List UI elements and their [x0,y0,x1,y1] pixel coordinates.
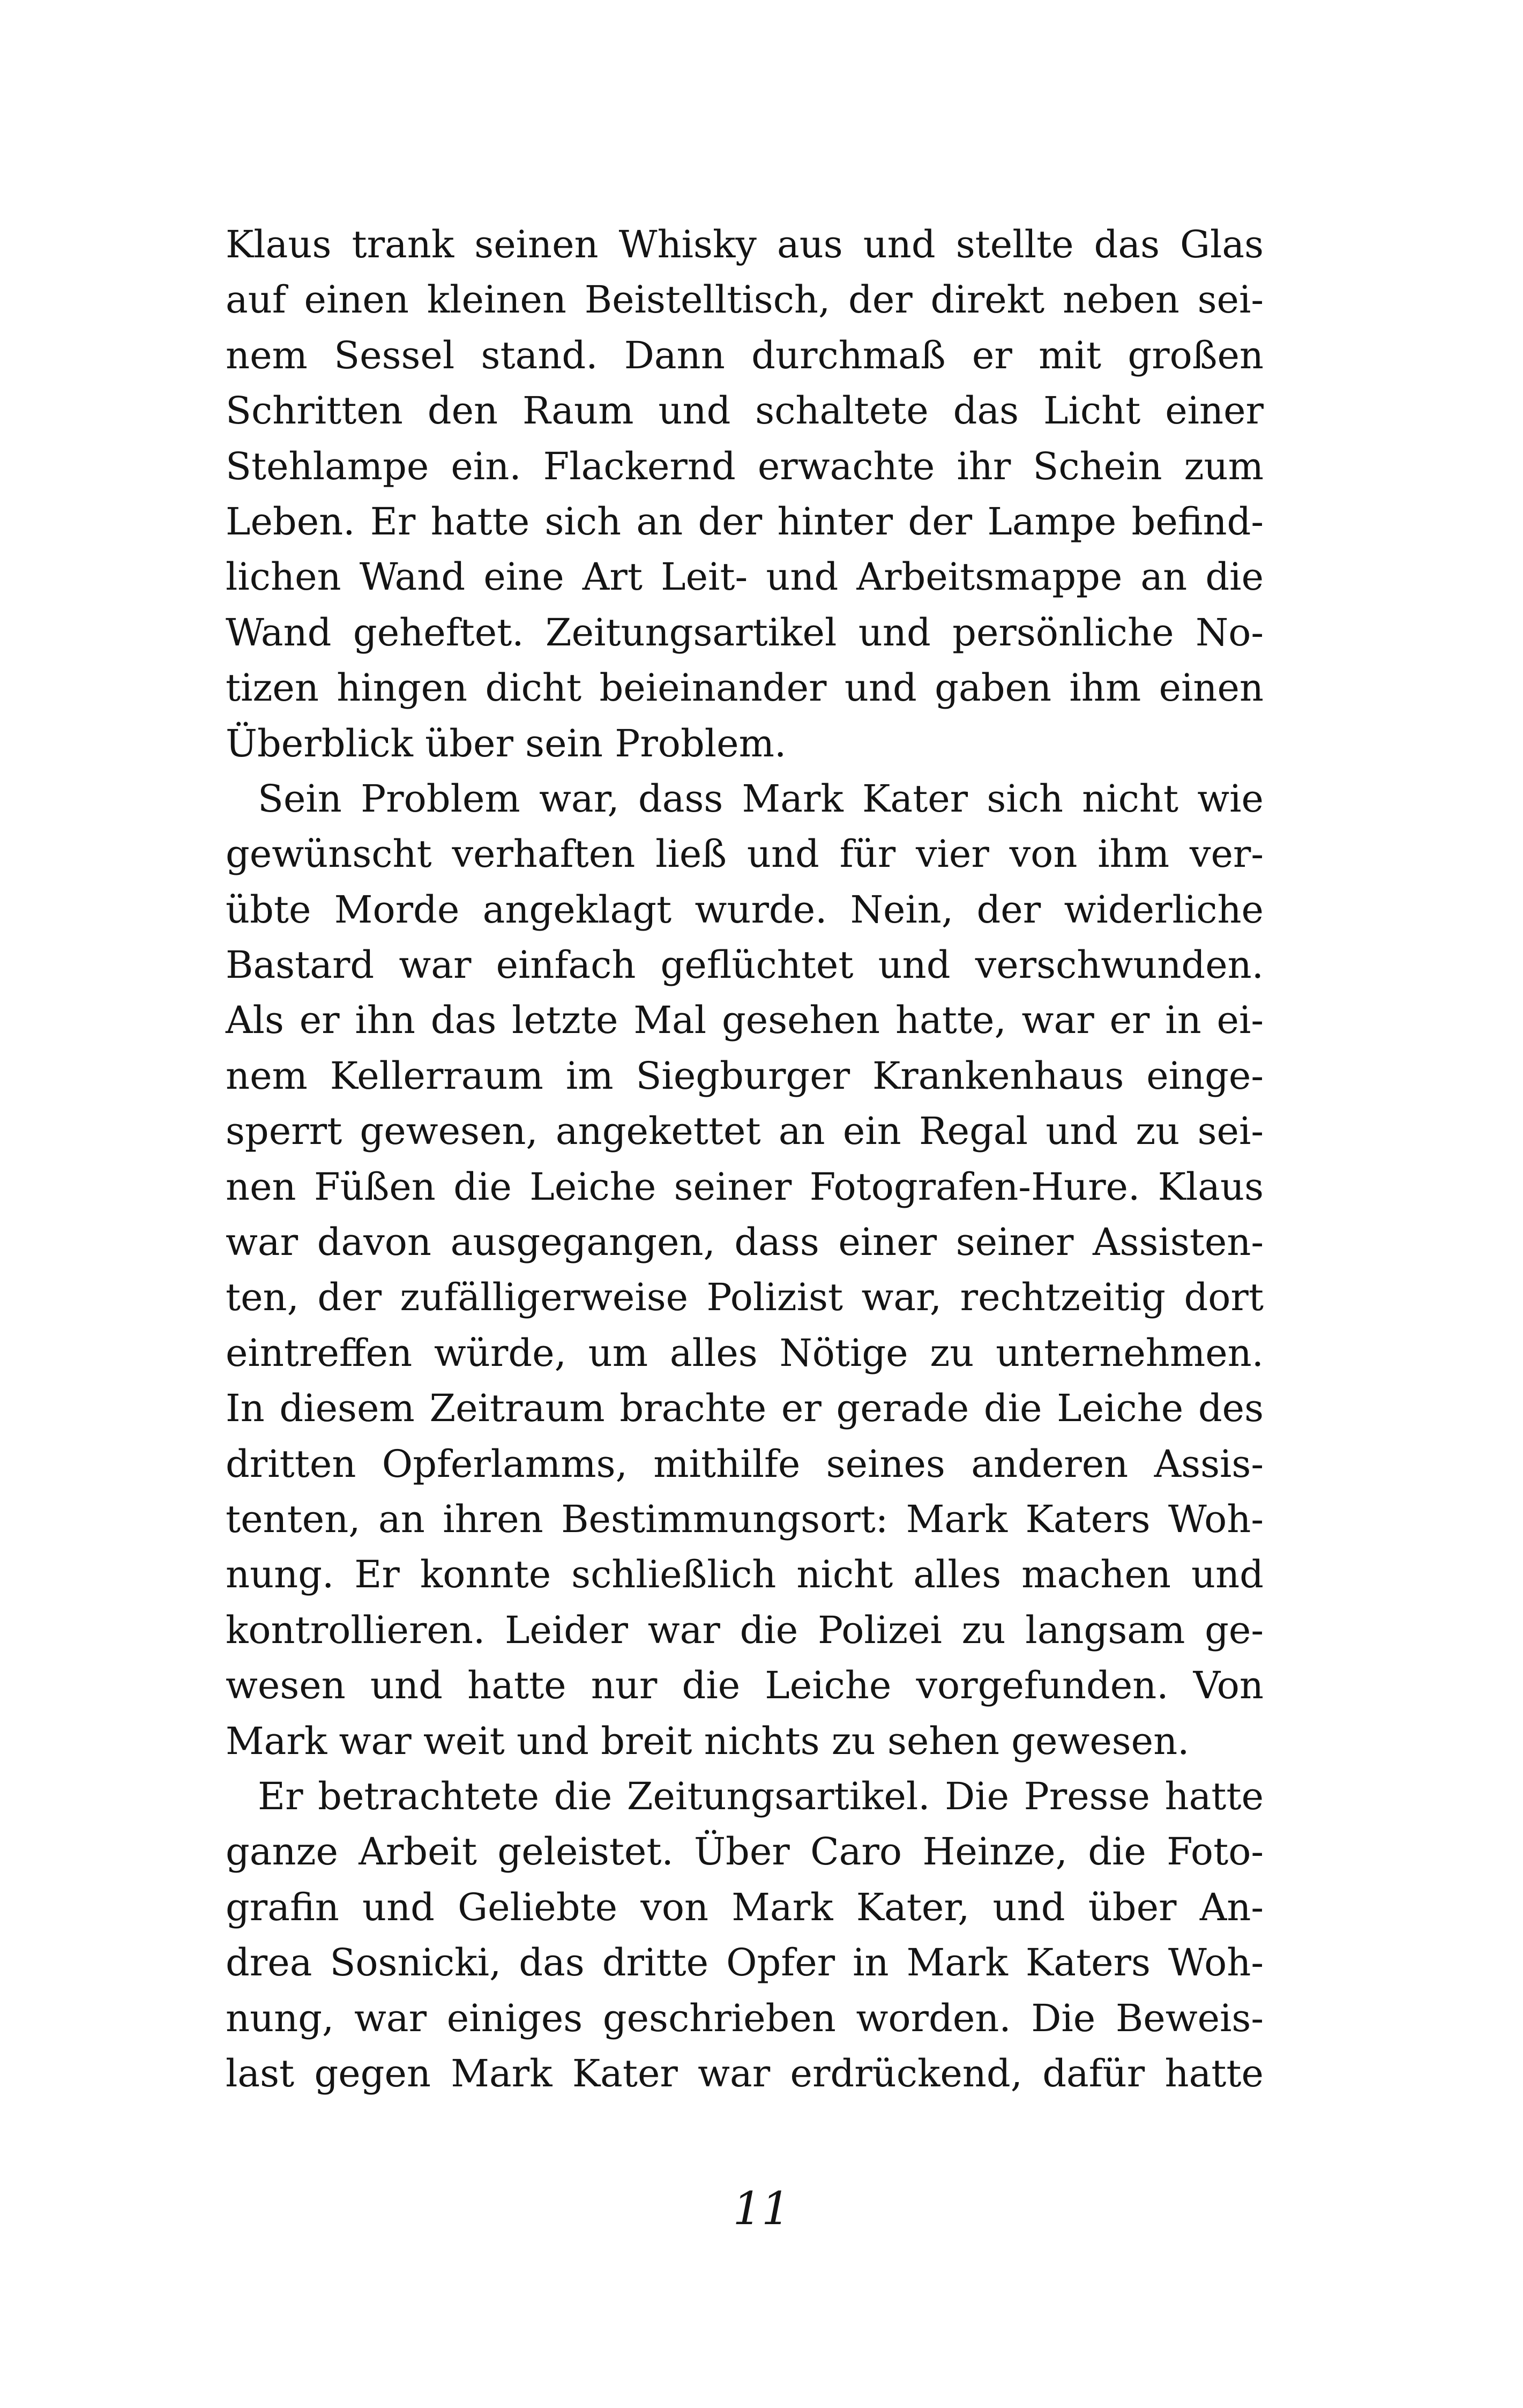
text-line: Klaus trank seinen Whisky aus und stellte das Glas [226,222,1264,266]
text-line: grafin und Geliebte von Mark Kater, und über An- [226,1885,1264,1929]
text-line: Stehlampe ein. Flackernd erwachte ihr Schein zum [226,444,1264,488]
text-line: ten, der zufälligerweise Polizist war, rechtzeitig dort [226,1275,1264,1320]
text-line: sperrt gewesen, angekettet an ein Regal und zu sei- [226,1109,1264,1154]
text-line: tenten, an ihren Bestimmungsort: Mark Katers Woh- [226,1497,1264,1541]
text-line: eintreffen würde, um alles Nötige zu unternehmen. [226,1331,1264,1375]
text-line: wesen und hatte nur die Leiche vorgefunden. Von [226,1663,1264,1708]
text-line: nung, war einiges geschrieben worden. Die Beweis- [226,1996,1264,2040]
text-line: war davon ausgegangen, dass einer seiner Assisten- [226,1220,1264,1265]
text-line: Sein Problem war, dass Mark Kater sich nicht wie [258,776,1264,821]
page-number: 11 [733,2182,790,2235]
text-line: ganze Arbeit geleistet. Über Caro Heinze, die Foto- [226,1830,1264,1874]
text-line: kontrollieren. Leider war die Polizei zu langsam ge- [226,1608,1264,1652]
text-line: dritten Opferlamms, mithilfe seines anderen Assis- [226,1441,1264,1486]
text-line: Mark war weit und breit nichts zu sehen gewesen. [226,1719,1190,1763]
paragraph [226,1769,1264,2101]
text-line: tizen hingen dicht beieinander und gaben ihm einen [226,666,1264,710]
text-line: nen Füßen die Leiche seiner Fotografen-Hure. Klaus [226,1164,1264,1209]
text-line: Überblick über sein Problem. [226,721,787,765]
text-line: lichen Wand eine Art Leit- und Arbeitsmappe an die [226,555,1264,599]
body-text [226,217,1264,2101]
text-line: übte Morde angeklagt wurde. Nein, der widerliche [226,887,1264,932]
text-line: gewünscht verhaften ließ und für vier von ihm ver- [226,832,1264,876]
text-line: Leben. Er hatte sich an der hinter der Lampe befind- [226,499,1264,544]
text-line: last gegen Mark Kater war erdrückend, dafür hatte [226,2051,1264,2095]
text-line: Er betrachtete die Zeitungsartikel. Die Presse hatte [258,1774,1264,1818]
text-line: nem Kellerraum im Siegburger Krankenhaus einge- [226,1053,1264,1098]
text-line: auf einen kleinen Beistelltisch, der direkt neben sei- [226,278,1264,322]
text-line: drea Sosnicki, das dritte Opfer in Mark Katers Woh- [226,1941,1264,1985]
text-line: In diesem Zeitraum brachte er gerade die Leiche des [226,1386,1264,1431]
text-line: Schritten den Raum und schaltete das Licht einer [226,389,1264,433]
text-line: nung. Er konnte schließlich nicht alles machen und [226,1552,1264,1597]
text-line: Bastard war einfach geflüchtet und verschwunden. [226,943,1264,987]
text-line: Wand geheftet. Zeitungsartikel und persönliche No- [226,610,1264,655]
text-line: nem Sessel stand. Dann durchmaß er mit großen [226,333,1264,377]
paragraph [226,771,1264,1769]
paragraph [226,217,1264,771]
text-line: Als er ihn das letzte Mal gesehen hatte, war er in ei- [226,998,1264,1043]
